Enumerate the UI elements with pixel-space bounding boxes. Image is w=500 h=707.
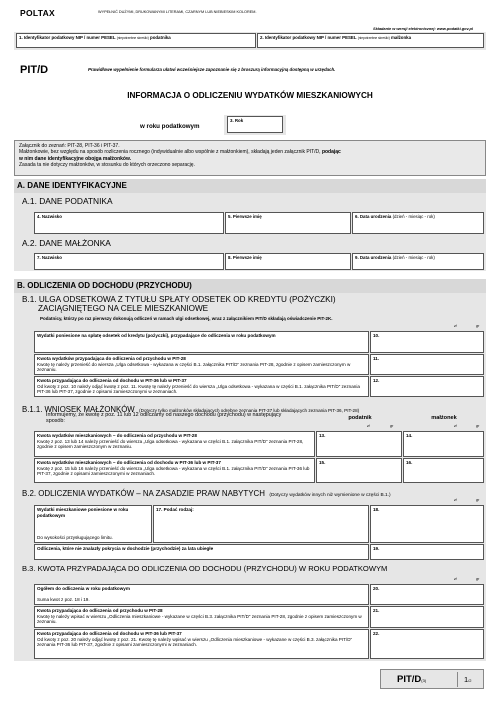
b2-row-1-label: Wydatki mieszkaniowe poniesione w roku podatkowym Do wysokości przysługującego limitu. bbox=[34, 505, 152, 543]
spouse-surname-label: 7. Nazwisko bbox=[37, 255, 62, 260]
first-name-field[interactable] bbox=[225, 212, 351, 234]
spouse-first-name-field[interactable] bbox=[225, 253, 351, 270]
a2-title: A.2. DANE MAŁŻONKA bbox=[22, 238, 111, 248]
spouse-id-field[interactable] bbox=[257, 33, 484, 48]
b11-row-15-label: Kwota wydatków mieszkaniowych − do odliczenia od dochodu w PIT-36 lub w PIT-37 Kwotę z poz. 15 lub 16 należy przenieść do wiersza „Ulga odsetkowa - wykazana w części B.1. załącznika PIT/D” zeznania PIT-36 lub PIT-37, zgodnie z opisami zamieszczonymi w zeznaniach. bbox=[34, 458, 315, 483]
b2-field-19[interactable]: 19. bbox=[370, 544, 484, 560]
b11-field-15[interactable]: 15. bbox=[316, 458, 402, 483]
b3-row-21-label: Kwota przypadająca do odliczenia od przychodu w PIT-28 Kwotę tę należy wpisać w wierszu „Odliczenia mieszkaniowe - wykazane w części B.3. załącznika PIT/D” zeznania PIT-28, zgodnie z opisem zamieszczonym w zeznaniu. bbox=[34, 606, 369, 628]
b11-row-13-label: Kwota wydatków mieszkaniowych − do odliczenia od przychodu w PIT-28 Kwotę z poz. 13 lub 14 należy przenieść do wiersza „Ulga odsetkowa - wykazana w części B.1. załącznika PIT/D” zeznania PIT-28, zgodnie z opisem zamieszczonym w zeznaniu. bbox=[34, 431, 315, 457]
b1-title: B.1. ULGA ODSETKOWA Z TYTUŁU SPŁATY ODSETEK OD KREDYTU (POŻYCZKI) ZACIĄGNIĘTEGO NA CELE MIESZKANIOWE bbox=[22, 295, 336, 313]
brand-logo: POLTAX bbox=[20, 8, 56, 18]
spouse-birth-date-label: 9. Data urodzenia (dzień - miesiąc - rok) bbox=[355, 255, 435, 260]
year-field-label: 3. Rok bbox=[230, 118, 244, 123]
surname-field[interactable] bbox=[34, 212, 224, 234]
taxpayer-id-field[interactable] bbox=[16, 33, 256, 48]
b3-row-22-label: Kwota przypadająca do odliczenia od dochodu w PIT-36 lub PIT-37 Od kwoty z poz. 20 należy odjąć kwotę z poz. 21. Kwotę tę należy wpisać w wierszu „Odliczenia mieszkaniowe - wykazane w części B.3. załącznika PIT/D” zeznania PIT-36 lub PIT-37, zgodnie z opisami zamieszczonymi w zeznaniach. bbox=[34, 629, 369, 659]
intro-line-1: Załącznik do zeznań: PIT-28, PIT-36 i PIT-37. bbox=[19, 143, 120, 149]
surname-label: 4. Nazwisko bbox=[37, 214, 62, 219]
b11-field-16[interactable]: 16. bbox=[403, 458, 484, 483]
b11-col-taxpayer: podatnik bbox=[348, 415, 372, 421]
fill-instruction: WYPEŁNIĆ DUŻYMI, DRUKOWANYMI LITERAMI, CZARNYM LUB NIEBIESKIM KOLOREM. bbox=[98, 10, 257, 14]
b2-field-18[interactable]: 18. bbox=[370, 505, 484, 543]
b3-field-21[interactable]: 21. bbox=[370, 606, 484, 628]
birth-date-field[interactable] bbox=[352, 212, 484, 234]
a1-title: A.1. DANE PODATNIKA bbox=[22, 196, 113, 206]
b11-field-13[interactable]: 13. bbox=[316, 431, 402, 457]
footer-form-code: PIT/D(3) bbox=[397, 674, 427, 685]
expense-type-field[interactable]: 17. Podać rodzaj: bbox=[153, 505, 369, 543]
birth-date-label: 6. Data urodzenia (dzień - miesiąc - rok) bbox=[355, 214, 435, 219]
footer-page-number: 1/2 bbox=[464, 675, 472, 684]
b1-note: Podatnicy, którzy po raz pierwszy dokonują odliczeń w ramach ulgi odsetkowej, wraz z załącznikiem PIT/D składają oświadczenie PIT-2K. bbox=[40, 316, 333, 321]
b3-title: B.3. KWOTA PRZYPADAJĄCA DO ODLICZENIA OD DOCHODU (PRZYCHODU) W ROKU PODATKOWYM bbox=[22, 564, 388, 573]
intro-box bbox=[14, 140, 486, 176]
intro-line-4: Zasada ta nie dotyczy małżonków, w stosunku do których orzeczono separację. bbox=[19, 161, 195, 168]
b11-col-spouse: małżonek bbox=[431, 415, 457, 421]
b11-gr-1: gr bbox=[390, 424, 394, 428]
section-b-title: B. ODLICZENIA OD DOCHODU (PRZYCHODU) bbox=[14, 279, 486, 293]
year-field[interactable] bbox=[227, 116, 283, 133]
b1-currency-zl: zł bbox=[454, 324, 457, 328]
spouse-first-name-label: 8. Pierwsze imię bbox=[228, 255, 262, 260]
first-name-label: 5. Pierwsze imię bbox=[228, 214, 262, 219]
b1-row-10-field[interactable]: 10. bbox=[370, 331, 484, 353]
footer-divider bbox=[457, 672, 458, 687]
b3-row-20-label: Ogółem do odliczenia w roku podatkowym Suma kwot z poz. 18 i 19. bbox=[34, 584, 369, 605]
intro-line-3: w nim dane identyfikacyjne obojga małżonków. bbox=[19, 155, 132, 162]
spouse-birth-date-field[interactable] bbox=[352, 253, 484, 270]
electronic-note: Składanie w wersji elektronicznej: www.podatki.gov.pl bbox=[373, 26, 473, 31]
b3-field-22[interactable]: 22. bbox=[370, 629, 484, 659]
spouse-id-label: 2. Identyfikator podatkowy NIP / numer PESEL (niepotrzebne skreślić) małżonka bbox=[260, 35, 412, 40]
b2-title: B.2. ODLICZENIA WYDATKÓW – NA ZASADZIE PRAW NABYTYCH (Dotyczy wydatków innych niż wymienione w części B.1.) bbox=[22, 489, 391, 498]
b3-field-20[interactable]: 20. bbox=[370, 584, 484, 605]
b11-intro: Informujemy, że kwotę z poz. 11 lub 12 odliczamy od naszego dochodu (przychodu) w następujący sposób: bbox=[46, 412, 282, 425]
form-title: INFORMACJA O ODLICZENIU WYDATKÓW MIESZKANIOWYCH bbox=[127, 91, 373, 100]
b3-gr: gr bbox=[476, 577, 480, 581]
b1-row-12-field[interactable]: 12. bbox=[370, 376, 484, 397]
section-a-title: A. DANE IDENTYFIKACYJNE bbox=[14, 179, 486, 193]
year-label: w roku podatkowym bbox=[140, 123, 200, 130]
form-note: Prawidłowe wypełnienie formularza ułatwi wcześniejsze zapoznanie się z broszurą informacyjną dostępną w urzędach. bbox=[88, 67, 336, 72]
b1-currency-gr: gr bbox=[476, 324, 480, 328]
taxpayer-id-label: 1. Identyfikator podatkowy NIP / numer PESEL (niepotrzebne skreślić) podatnika bbox=[19, 35, 171, 40]
b11-zl-2: zł bbox=[454, 424, 457, 428]
b11-field-14[interactable]: 14. bbox=[403, 431, 484, 457]
b2-row-2-label: Odliczenia, które nie znalazły pokrycia w dochodzie (przychodzie) za lata ubiegłe bbox=[34, 544, 369, 560]
form-code: PIT/D bbox=[20, 64, 49, 76]
b1-row-10-label: Wydatki poniesione na spłatę odsetek od kredytu (pożyczki), przypadające do odliczenia w roku podatkowym bbox=[34, 331, 369, 353]
intro-line-2: Małżonkowie, bez względu na sposób rozliczenia rocznego (indywidualnie albo wspólnie z małżonkiem), składają jeden załącznik PIT/D, podając bbox=[19, 149, 341, 156]
b11-gr-2: gr bbox=[476, 424, 480, 428]
b1-row-12-label: Kwota przypadająca do odliczenia od dochodu w PIT-36 lub w PIT-37 Od kwoty z poz. 10 należy odjąć kwotę z poz. 11. Kwotę tę należy przenieść do wiersza „Ulga odsetkowa - wykazana w części B.1. załącznika PIT/D” zeznania PIT-36 lub PIT-37, zgodnie z opisami zamieszczonymi w zeznaniach. bbox=[34, 376, 369, 397]
spouse-surname-field[interactable] bbox=[34, 253, 224, 270]
b1-row-11-field[interactable]: 11. bbox=[370, 354, 484, 375]
b1-row-11-label: Kwota wydatków przypadająca do odliczenia od przychodu w PIT-28 Kwotę tę należy przenieść do wiersza „Ulga odsetkowa - wykazana w części B.1. załącznika PIT/D” zeznania PIT-28, zgodnie z opisem zamieszczonym w zeznaniu. bbox=[34, 354, 369, 375]
b2-zl: zł bbox=[454, 498, 457, 502]
footer-code-box bbox=[380, 669, 484, 689]
b3-zl: zł bbox=[454, 577, 457, 581]
b11-title: B.1.1. WNIOSEK MAŁŻONKÓW (Dotyczy tylko małżonków składających odrębne zeznania PIT-37 lub składających zeznania PIT-36, PIT-28) bbox=[22, 405, 360, 414]
b2-gr: gr bbox=[476, 498, 480, 502]
b11-zl-1: zł bbox=[367, 424, 370, 428]
